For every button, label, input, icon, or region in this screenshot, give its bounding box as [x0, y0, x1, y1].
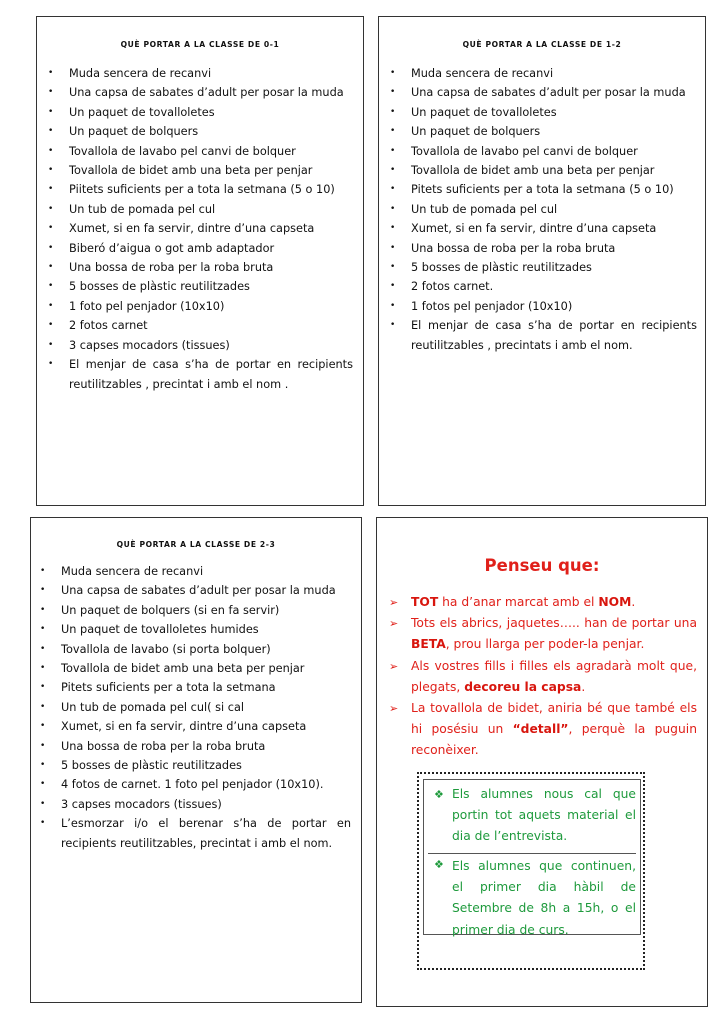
green-note-text: Els alumnes nous cal que portin tot aquets material el dia de l’entrevista. [452, 787, 636, 844]
bullet-icon: • [390, 87, 396, 98]
bullet-icon: • [48, 262, 54, 273]
bullet-icon: • [390, 184, 396, 195]
bullet-icon: • [390, 165, 396, 176]
bullet-icon: • [48, 87, 54, 98]
bullet-icon: • [40, 663, 46, 674]
list-item-text: 2 fotos carnet. [411, 280, 494, 294]
list-item-text: 5 bosses de plàstic reutilitzades [69, 280, 250, 294]
list-item [37, 814, 351, 853]
bullet-icon: • [40, 818, 46, 829]
list-item [37, 601, 351, 620]
bullet-icon: • [48, 223, 54, 234]
list-box-1-2 [378, 16, 706, 506]
bullet-icon: • [390, 281, 396, 292]
box-title: QUÈ PORTAR A LA CLASSE DE 2-3 [116, 540, 276, 549]
list-item [387, 277, 697, 296]
list-item-text: Un tub de pomada pel cul [411, 202, 558, 216]
arrow-bullet-icon: ➢ [389, 659, 399, 673]
list-item [37, 737, 351, 756]
note-emphasis: BETA [411, 637, 446, 652]
bullet-icon: • [48, 339, 54, 350]
list-item-text: L’esmorzar i/o el berenar s’ha de portar en recipients reutilitzables, precintat i amb el nom. [61, 817, 351, 850]
bullet-icon: • [40, 585, 46, 596]
bullet-icon: • [390, 223, 396, 234]
list-item [45, 161, 353, 180]
note-text: , prou llarga per poder-la penjar. [445, 637, 645, 652]
list-item [37, 717, 351, 736]
list-item [45, 316, 353, 335]
list-item [45, 200, 353, 219]
list-item [387, 200, 697, 219]
list-item [387, 161, 697, 180]
items-list [45, 64, 353, 394]
note-item [389, 656, 697, 698]
items-list [387, 64, 697, 355]
bullet-icon: • [390, 262, 396, 273]
bullet-icon: • [48, 242, 54, 253]
note-text: Tots els abrics, jaquetes….. han de portar una [411, 616, 697, 631]
bullet-icon: • [390, 320, 396, 331]
list-item-text: Tovallola de bidet amb una beta per penjar [69, 164, 313, 178]
green-note-text: Els alumnes que continuen, el primer dia hàbil de Setembre de 8h a 15h, o el primer dia de curs. [452, 859, 636, 937]
list-item [45, 64, 353, 83]
list-item [37, 562, 351, 581]
list-item-text: Xumet, si en fa servir, dintre d’una capseta [61, 720, 307, 734]
list-item-text: Tovallola de lavabo pel canvi de bolquer [69, 144, 296, 158]
list-item-text: Un paquet de tovalloletes [69, 105, 215, 119]
bullet-icon: • [48, 359, 54, 370]
list-item-text: El menjar de casa s’ha de portar en recipients reutilitzables , precintats i amb el nom. [411, 319, 697, 352]
list-item-text: Una bossa de roba per la roba bruta [61, 739, 266, 753]
list-item-text: 3 capses mocadors (tissues) [61, 797, 222, 811]
bullet-icon: • [48, 300, 54, 311]
notes-list [389, 592, 697, 762]
bullet-icon: • [390, 145, 396, 156]
list-item-text: Un paquet de bolquers [411, 125, 541, 139]
box-title: QUÈ PORTAR A LA CLASSE DE 0-1 [120, 40, 280, 49]
bullet-icon: • [48, 68, 54, 78]
list-item-text: Pitets suficients per a tota la setmana [61, 681, 276, 695]
bullet-icon: • [40, 798, 46, 809]
bullet-icon: • [48, 126, 54, 137]
bullet-icon: • [48, 145, 54, 156]
list-item [387, 142, 697, 161]
note-emphasis: NOM [598, 595, 632, 609]
list-item-text: Una bossa de roba per la roba bruta [411, 241, 616, 255]
list-item-text: Un paquet de tovalloletes [411, 105, 557, 119]
note-text: La tovallola de bidet, aniria bé que també els hi posésiu un [411, 701, 697, 737]
list-item-text: Muda sencera de recanvi [61, 565, 204, 578]
notes-title: Penseu que: [484, 556, 600, 575]
list-item [387, 103, 697, 122]
bullet-icon: • [40, 740, 46, 751]
list-item-text: Muda sencera de recanvi [411, 67, 554, 80]
list-item [37, 659, 351, 678]
bullet-icon: • [390, 126, 396, 137]
list-item-text: Tovallola de lavabo pel canvi de bolquer [411, 144, 638, 158]
bullet-icon: • [40, 760, 46, 771]
list-item-text: Xumet, si en fa servir, dintre d’una capseta [411, 222, 657, 236]
list-item [387, 239, 697, 258]
arrow-bullet-icon: ➢ [389, 596, 399, 609]
list-item-text: 4 fotos de carnet. 1 foto pel penjador (10x10). [61, 778, 324, 792]
list-item [387, 122, 697, 141]
list-box-2-3 [30, 517, 362, 1003]
list-item [387, 64, 697, 83]
list-item [45, 336, 353, 355]
bullet-icon: • [40, 682, 46, 693]
bullet-icon: • [48, 106, 54, 117]
bullet-icon: • [48, 320, 54, 331]
green-note-continuing-students [428, 853, 636, 941]
bullet-icon: • [390, 300, 396, 311]
bullet-icon: • [390, 242, 396, 253]
list-item [45, 277, 353, 296]
list-item-text: Piitets suficients per a tota la setmana (5 o 10) [69, 183, 335, 197]
list-item-text: Una capsa de sabates d’adult per posar la muda [411, 86, 686, 100]
list-item [387, 316, 697, 355]
list-item-text: 1 foto pel penjador (10x10) [69, 299, 225, 313]
note-text: . [631, 595, 636, 609]
list-item-text: 5 bosses de plàstic reutilitzades [411, 261, 592, 275]
list-box-0-1 [36, 16, 364, 506]
list-item-text: 1 fotos pel penjador (10x10) [411, 299, 573, 313]
list-item [45, 297, 353, 316]
list-item [387, 258, 697, 277]
bullet-icon: • [40, 643, 46, 654]
bullet-icon: • [48, 203, 54, 214]
list-item-text: Xumet, si en fa servir, dintre d’una capseta [69, 222, 315, 236]
list-item-text: Un paquet de bolquers (si en fa servir) [61, 603, 280, 617]
list-item [387, 297, 697, 316]
list-item-text: Tovallola de lavabo (si porta bolquer) [61, 642, 271, 656]
note-item [389, 613, 697, 655]
list-item-text: Un tub de pomada pel cul [69, 202, 216, 216]
notes-box [376, 517, 708, 1007]
list-item [387, 219, 697, 238]
list-item [37, 620, 351, 639]
list-item [45, 103, 353, 122]
green-notes-box [423, 779, 641, 935]
note-text: Als vostres fills i filles els agradarà molt que, plegats, [411, 658, 697, 694]
bullet-icon: • [40, 566, 46, 576]
list-item [37, 698, 351, 717]
bullet-icon: • [390, 203, 396, 214]
list-item-text: Biberó d’aigua o got amb adaptador [69, 241, 275, 255]
list-item [45, 180, 353, 199]
list-item-text: 2 fotos carnet [69, 319, 148, 333]
list-item [45, 355, 353, 394]
list-item-text: Muda sencera de recanvi [69, 67, 212, 80]
list-item [37, 795, 351, 814]
list-item [37, 775, 351, 794]
list-item-text: Tovallola de bidet amb una beta per penjar [411, 164, 655, 178]
bullet-icon: • [390, 106, 396, 117]
list-item [45, 239, 353, 258]
list-item [37, 678, 351, 697]
note-item [389, 592, 697, 613]
note-text: ha d’anar marcat amb el [438, 595, 599, 609]
bullet-icon: • [40, 721, 46, 732]
note-emphasis: decoreu la capsa [464, 679, 582, 694]
bullet-icon: • [40, 604, 46, 615]
note-item [389, 698, 697, 762]
list-item [37, 756, 351, 775]
list-item [387, 180, 697, 199]
diamond-bullet-icon: ❖ [434, 858, 444, 871]
arrow-bullet-icon: ➢ [389, 702, 399, 716]
list-item-text: Pitets suficients per a tota la setmana (5 o 10) [411, 183, 674, 197]
list-item-text: El menjar de casa s’ha de portar en recipients reutilitzables , precintat i amb el nom . [69, 358, 353, 391]
list-item [387, 83, 697, 102]
items-list [37, 562, 351, 853]
diamond-bullet-icon: ❖ [434, 788, 444, 801]
box-title: QUÈ PORTAR A LA CLASSE DE 1-2 [462, 40, 622, 49]
list-item [37, 640, 351, 659]
list-item-text: 5 bosses de plàstic reutilitzades [61, 759, 242, 773]
bullet-icon: • [40, 779, 46, 790]
list-item-text: Una capsa de sabates d’adult per posar la muda [61, 584, 336, 598]
list-item [37, 581, 351, 600]
list-item-text: Un paquet de bolquers [69, 125, 199, 139]
bullet-icon: • [48, 165, 54, 176]
note-emphasis: TOT [411, 595, 439, 609]
list-item-text: Una capsa de sabates d’adult per posar la muda [69, 86, 344, 100]
bullet-icon: • [40, 624, 46, 635]
list-item-text: 3 capses mocadors (tissues) [69, 338, 230, 352]
arrow-bullet-icon: ➢ [389, 617, 399, 631]
list-item [45, 122, 353, 141]
bullet-icon: • [48, 281, 54, 292]
list-item [45, 142, 353, 161]
green-note-new-students [428, 784, 636, 848]
bullet-icon: • [390, 68, 396, 78]
bullet-icon: • [40, 701, 46, 712]
list-item-text: Una bossa de roba per la roba bruta [69, 261, 274, 275]
bullet-icon: • [48, 184, 54, 195]
list-item-text: Un paquet de tovalloletes humides [61, 623, 259, 637]
list-item [45, 219, 353, 238]
note-emphasis: “detall” [512, 722, 569, 737]
note-text: . [581, 679, 586, 694]
list-item-text: Un tub de pomada pel cul( si cal [61, 700, 245, 714]
list-item-text: Tovallola de bidet amb una beta per penjar [61, 662, 305, 676]
note-text: , perquè la puguin reconèixer. [411, 722, 697, 758]
list-item [45, 83, 353, 102]
list-item [45, 258, 353, 277]
